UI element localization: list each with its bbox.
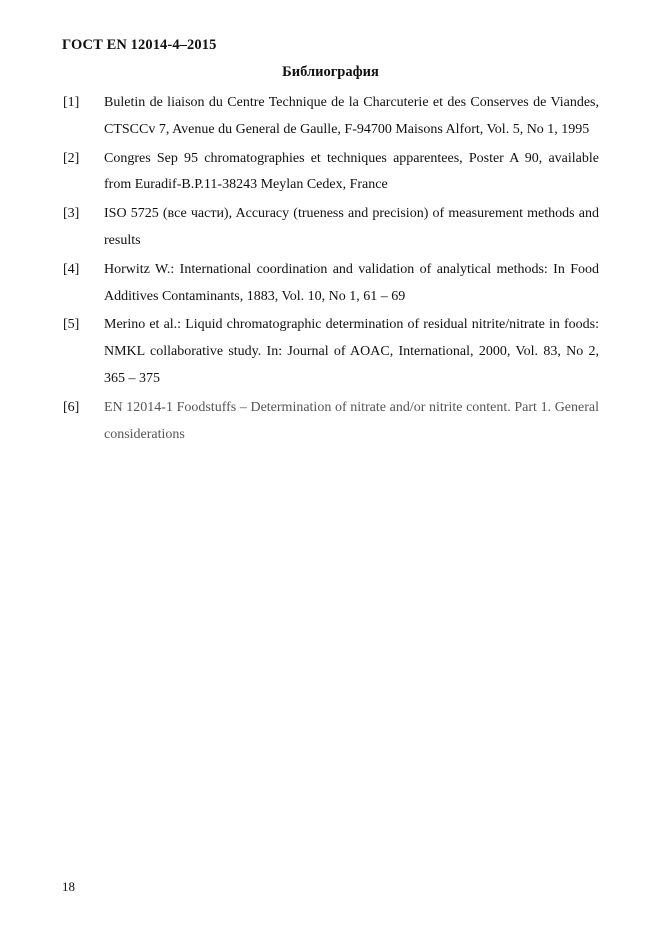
document-header: ГОСТ EN 12014-4–2015 xyxy=(62,37,217,53)
bibliography-item-text: EN 12014-1 Foodstuffs – Determination of nitrate and/or nitrite content. Part 1. General considerations xyxy=(104,399,599,442)
bibliography-item xyxy=(62,312,599,392)
bibliography-item-text: Merino et al.: Liquid chromatographic determination of residual nitrite/nitrate in foods: NMKL collaborative study. In: Journal of AOAC, International, 2000, Vol. 83, No 2, 365 – 375 xyxy=(104,317,599,386)
bibliography-item-text: Horwitz W.: International coordination and validation of analytical methods: In Food Additives Contaminants, 1883, Vol. 10, No 1, 61 – 69 xyxy=(104,261,599,304)
bibliography-item-text: Congres Sep 95 chromatographies et techniques apparentees, Poster A 90, available from Euradif-B.P.11-38243 Meylan Cedex, France xyxy=(104,150,599,193)
bibliography-item-text: Buletin de liaison du Centre Technique de la Charcuterie et des Conserves de Viandes, CTSCCv 7, Avenue du General de Gaulle, F-94700 Maisons Alfort, Vol. 5, No 1, 1995 xyxy=(104,95,599,137)
bibliography-item xyxy=(62,257,599,311)
bibliography-item-number: [6] xyxy=(63,399,80,415)
bibliography-item xyxy=(62,395,599,449)
bibliography-item-number: [1] xyxy=(63,95,80,110)
bibliography-item xyxy=(62,146,599,200)
page-number: 18 xyxy=(62,879,75,894)
bibliography-item-number: [4] xyxy=(63,261,80,277)
bibliography-title-text: Библиография xyxy=(282,64,379,80)
bibliography-title xyxy=(0,64,661,81)
bibliography-list xyxy=(62,90,599,450)
bibliography-item xyxy=(62,201,599,255)
bibliography-item-number: [2] xyxy=(63,150,80,166)
bibliography-item-number: [5] xyxy=(63,317,80,333)
bibliography-item xyxy=(62,90,599,144)
bibliography-item-text: ISO 5725 (все части), Accuracy (trueness and precision) of measurement methods and results xyxy=(104,206,599,248)
bibliography-item-number: [3] xyxy=(63,206,80,222)
